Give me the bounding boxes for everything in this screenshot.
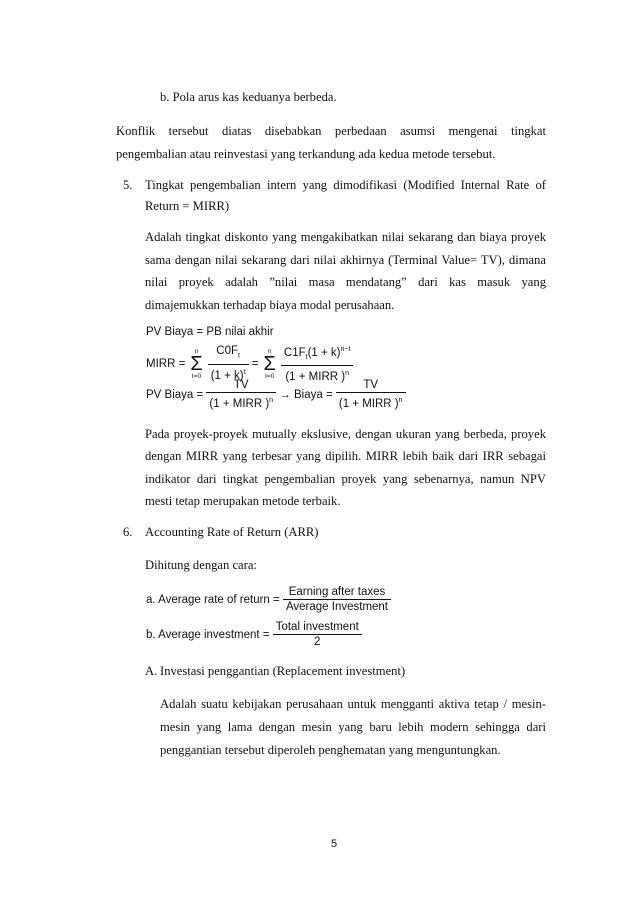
formula-pv-biaya-tv	[146, 378, 406, 412]
arr-b-lhs: b. Average investment =	[146, 629, 270, 642]
item-5-title-line-2: Return = MIRR)	[145, 199, 230, 213]
arr-a-lhs: a. Average rate of return =	[146, 594, 280, 607]
fraction-arr: $\frac{\text{Earning after taxes}}{\text{Average Investment}}$	[283, 585, 391, 615]
item-6-title: Accounting Rate of Return (ARR)	[145, 525, 319, 539]
arrow-biaya: → Biaya =	[279, 388, 333, 401]
fraction-tv-1: $\frac{TV}{(1 + MIRR )^n}$	[206, 378, 276, 412]
pv-biaya-lhs: PV Biaya =	[146, 388, 204, 401]
p5b-line-3: indikator dari tingkat pengembalian proyek yang sebenarnya, namun NPV	[145, 472, 546, 486]
formula-average-investment	[146, 620, 362, 650]
p5a-line-4: dimajemukkan terhadap biaya modal perusahaan.	[145, 298, 395, 312]
konflik-line-1: Konflik tersebut diatas disebabkan perbedaan asumsi mengenai tingkat	[116, 124, 546, 138]
item-A-title: Investasi penggantian (Replacement investment)	[160, 664, 406, 678]
page-number: 5	[331, 838, 338, 850]
formula-average-rate-of-return	[146, 585, 391, 615]
item-5-title-line-1: Tingkat pengembalian intern yang dimodifikasi (Modified Internal Rate of	[145, 178, 546, 192]
fraction-c1f: $\frac{C1F_t(1 + k)^{n-t}}{(1 + MIRR )^n}$	[281, 343, 354, 385]
p5b-line-1: Pada proyek-proyek mutually ekslusive, dengan ukuran yang berbeda, proyek	[145, 427, 546, 441]
item-A-label: A.	[145, 664, 158, 678]
konflik-line-2: pengembalian atau reinvestasi yang terkandung ada kedua metode tersebut.	[116, 147, 496, 161]
pA-line-1: Adalah suatu kebijakan perusahaan untuk mengganti aktiva tetap / mesin-	[160, 697, 546, 711]
item-b-pola-arus: b. Pola arus kas keduanya berbeda.	[160, 90, 337, 104]
sum-symbol-2: n Σ t=0	[263, 347, 276, 380]
p5a-line-3: nilai proyek adalah ”nilai masa mendatang” dari kas masuk yang	[145, 275, 546, 289]
p5b-line-2: dengan MIRR yang terbesar yang dipilih. MIRR lebih baik dari IRR sebagai	[145, 449, 546, 463]
item-6-number: 6.	[123, 525, 133, 539]
pA-line-2: mesin yang lama dengan mesin yang baru lebih modern sehingga dari	[160, 720, 546, 734]
formula-pv-biaya-pb: PV Biaya = PB nilai akhir	[146, 326, 274, 338]
dihitung-label: Dihitung dengan cara:	[145, 558, 257, 572]
item-5-number: 5.	[123, 178, 133, 192]
pA-line-3: penggantian tersebut diperoleh penghematan yang menguntungkan.	[160, 743, 501, 757]
p5b-line-4: mesti tetap merupakan metode terbaik.	[145, 494, 341, 508]
sum-symbol-1: n Σ t=0	[190, 347, 203, 380]
fraction-avg-investment: $\frac{\text{Total investment}}{2}$	[273, 620, 362, 650]
p5a-line-1: Adalah tingkat diskonto yang mengakibatkan nilai sekarang dan biaya proyek	[145, 230, 546, 244]
mirr-lhs: MIRR =	[146, 358, 186, 371]
p5a-line-2: sama dengan nilai sekarang dari nilai akhirnya (Terminal Value= TV), dimana	[145, 253, 546, 267]
fraction-c0f: $\frac{C0F_t}{(1 + k)^t}$	[208, 344, 249, 383]
fraction-tv-2: $\frac{TV}{(1 + MIRR )^n}$	[336, 378, 406, 412]
equals-sign: =	[251, 358, 259, 371]
